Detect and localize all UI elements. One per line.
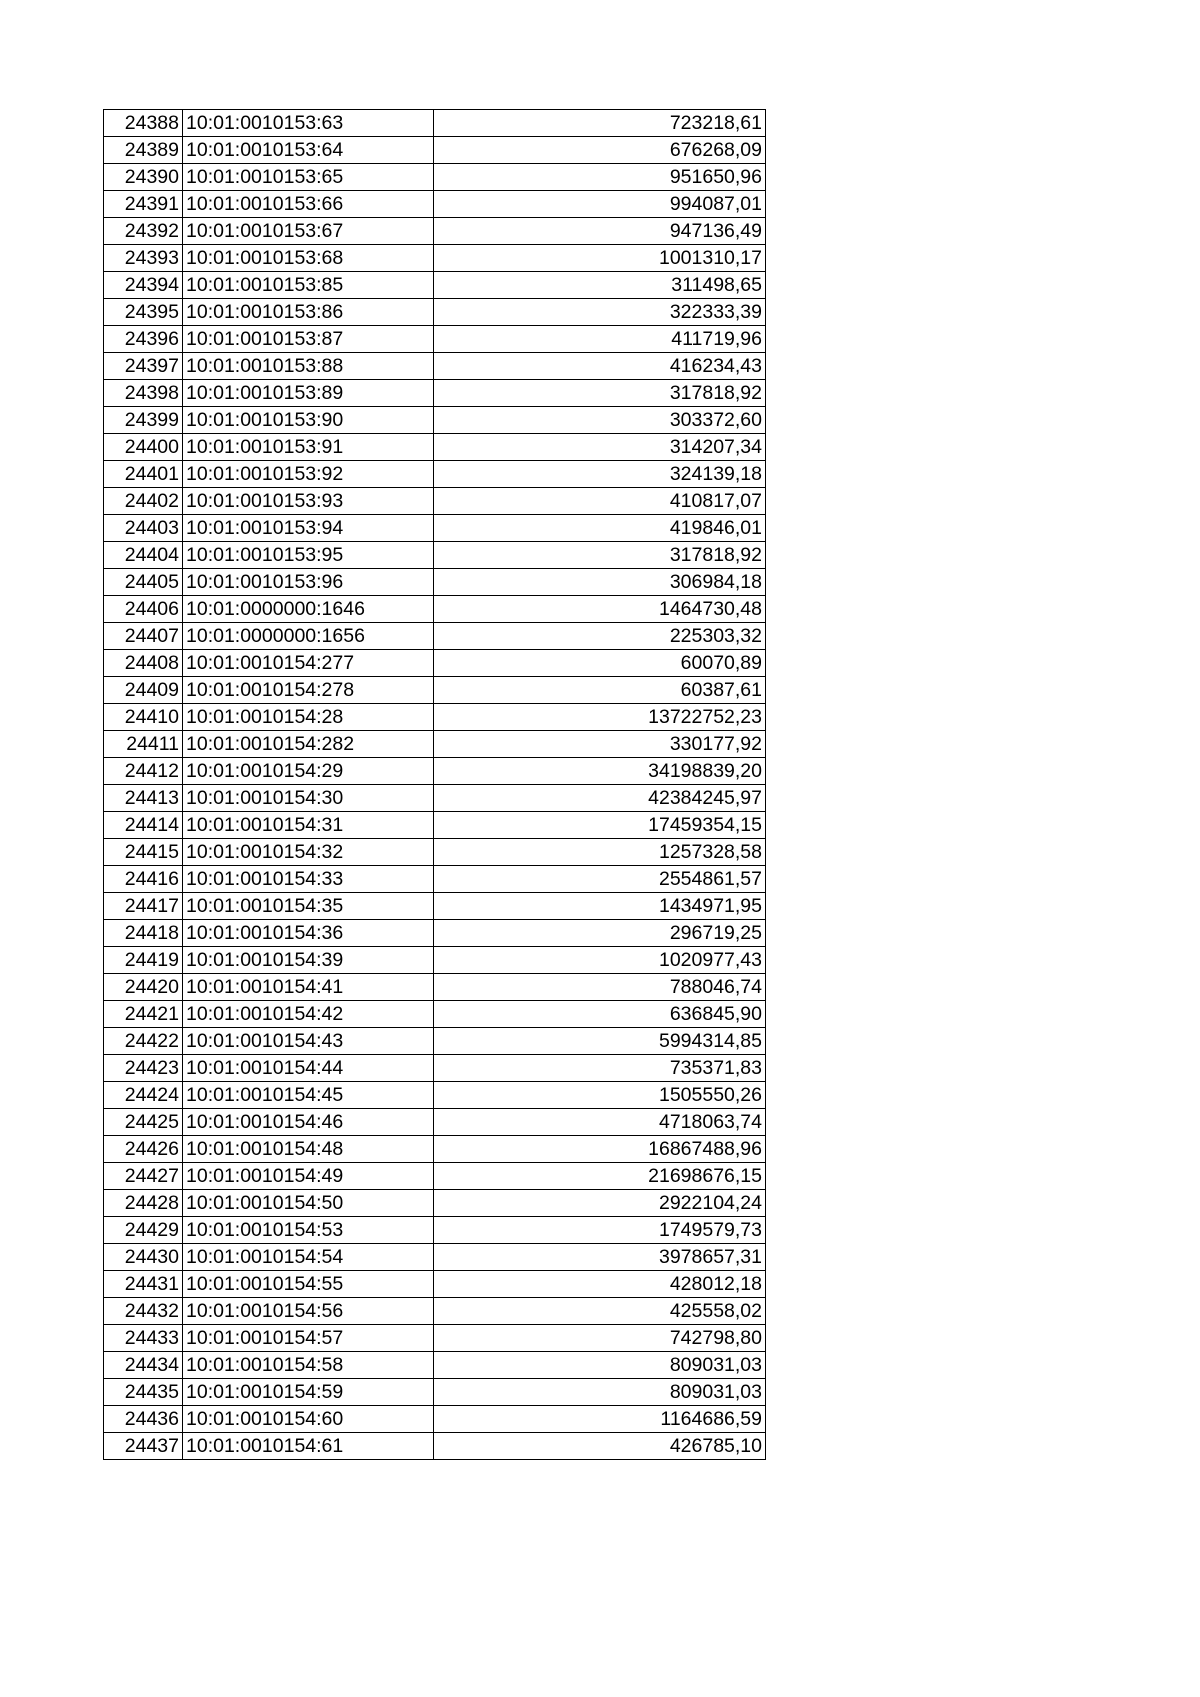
value-cell: 1001310,17 (434, 245, 766, 272)
table-row (104, 947, 766, 974)
value-cell: 1257328,58 (434, 839, 766, 866)
row-number-cell: 24405 (104, 569, 183, 596)
value-cell: 425558,02 (434, 1298, 766, 1325)
table-row (104, 1109, 766, 1136)
table-row (104, 1325, 766, 1352)
table-row (104, 245, 766, 272)
row-number-cell: 24431 (104, 1271, 183, 1298)
cadastral-number-cell: 10:01:0010153:95 (183, 542, 434, 569)
cadastral-number-cell: 10:01:0010153:86 (183, 299, 434, 326)
table-row (104, 218, 766, 245)
value-cell: 735371,83 (434, 1055, 766, 1082)
cadastral-number-cell: 10:01:0010154:56 (183, 1298, 434, 1325)
row-number-cell: 24437 (104, 1433, 183, 1460)
row-number-cell: 24399 (104, 407, 183, 434)
table-row (104, 758, 766, 785)
value-cell: 296719,25 (434, 920, 766, 947)
table-row (104, 1406, 766, 1433)
table-row (104, 110, 766, 137)
row-number-cell: 24406 (104, 596, 183, 623)
value-cell: 42384245,97 (434, 785, 766, 812)
table-row (104, 326, 766, 353)
document-page (103, 109, 766, 1460)
cadastral-number-cell: 10:01:0010154:50 (183, 1190, 434, 1217)
cadastral-number-cell: 10:01:0010154:32 (183, 839, 434, 866)
row-number-cell: 24397 (104, 353, 183, 380)
cadastral-number-cell: 10:01:0010154:278 (183, 677, 434, 704)
row-number-cell: 24390 (104, 164, 183, 191)
row-number-cell: 24401 (104, 461, 183, 488)
row-number-cell: 24432 (104, 1298, 183, 1325)
row-number-cell: 24411 (104, 731, 183, 758)
value-cell: 676268,09 (434, 137, 766, 164)
cadastral-number-cell: 10:01:0010154:57 (183, 1325, 434, 1352)
row-number-cell: 24416 (104, 866, 183, 893)
value-cell: 723218,61 (434, 110, 766, 137)
cadastral-number-cell: 10:01:0010153:94 (183, 515, 434, 542)
table-body (104, 110, 766, 1460)
cadastral-number-cell: 10:01:0010153:87 (183, 326, 434, 353)
value-cell: 951650,96 (434, 164, 766, 191)
cadastral-number-cell: 10:01:0010153:91 (183, 434, 434, 461)
value-cell: 317818,92 (434, 542, 766, 569)
table-row (104, 299, 766, 326)
table-row (104, 704, 766, 731)
table-row (104, 407, 766, 434)
value-cell: 314207,34 (434, 434, 766, 461)
cadastral-number-cell: 10:01:0010154:42 (183, 1001, 434, 1028)
cadastral-number-cell: 10:01:0010153:96 (183, 569, 434, 596)
row-number-cell: 24400 (104, 434, 183, 461)
value-cell: 5994314,85 (434, 1028, 766, 1055)
row-number-cell: 24392 (104, 218, 183, 245)
cadastral-number-cell: 10:01:0010153:67 (183, 218, 434, 245)
row-number-cell: 24420 (104, 974, 183, 1001)
table-row (104, 569, 766, 596)
value-cell: 411719,96 (434, 326, 766, 353)
row-number-cell: 24412 (104, 758, 183, 785)
value-cell: 13722752,23 (434, 704, 766, 731)
row-number-cell: 24404 (104, 542, 183, 569)
cadastral-number-cell: 10:01:0010154:61 (183, 1433, 434, 1460)
table-row (104, 920, 766, 947)
value-cell: 788046,74 (434, 974, 766, 1001)
table-row (104, 1271, 766, 1298)
cadastral-number-cell: 10:01:0010154:33 (183, 866, 434, 893)
value-cell: 1164686,59 (434, 1406, 766, 1433)
row-number-cell: 24434 (104, 1352, 183, 1379)
cadastral-number-cell: 10:01:0010153:66 (183, 191, 434, 218)
cadastral-number-cell: 10:01:0010154:45 (183, 1082, 434, 1109)
cadastral-number-cell: 10:01:0010153:90 (183, 407, 434, 434)
cadastral-number-cell: 10:01:0010153:93 (183, 488, 434, 515)
value-cell: 311498,65 (434, 272, 766, 299)
row-number-cell: 24389 (104, 137, 183, 164)
value-cell: 34198839,20 (434, 758, 766, 785)
table-row (104, 623, 766, 650)
table-row (104, 839, 766, 866)
cadastral-number-cell: 10:01:0010154:44 (183, 1055, 434, 1082)
row-number-cell: 24421 (104, 1001, 183, 1028)
value-cell: 994087,01 (434, 191, 766, 218)
row-number-cell: 24419 (104, 947, 183, 974)
cadastral-number-cell: 10:01:0010154:48 (183, 1136, 434, 1163)
cadastral-number-cell: 10:01:0010154:43 (183, 1028, 434, 1055)
table-row (104, 542, 766, 569)
value-cell: 1749579,73 (434, 1217, 766, 1244)
value-cell: 419846,01 (434, 515, 766, 542)
cadastral-number-cell: 10:01:0010154:35 (183, 893, 434, 920)
row-number-cell: 24430 (104, 1244, 183, 1271)
value-cell: 1020977,43 (434, 947, 766, 974)
value-cell: 3978657,31 (434, 1244, 766, 1271)
cadastral-number-cell: 10:01:0010153:88 (183, 353, 434, 380)
value-cell: 1505550,26 (434, 1082, 766, 1109)
table-row (104, 434, 766, 461)
row-number-cell: 24429 (104, 1217, 183, 1244)
row-number-cell: 24394 (104, 272, 183, 299)
table-row (104, 1352, 766, 1379)
cadastral-number-cell: 10:01:0010154:29 (183, 758, 434, 785)
cadastral-number-cell: 10:01:0010154:36 (183, 920, 434, 947)
row-number-cell: 24423 (104, 1055, 183, 1082)
cadastral-number-cell: 10:01:0010154:53 (183, 1217, 434, 1244)
value-cell: 303372,60 (434, 407, 766, 434)
cadastral-number-cell: 10:01:0010154:282 (183, 731, 434, 758)
row-number-cell: 24413 (104, 785, 183, 812)
value-cell: 60387,61 (434, 677, 766, 704)
table-row (104, 785, 766, 812)
cadastral-number-cell: 10:01:0010154:28 (183, 704, 434, 731)
table-row (104, 1298, 766, 1325)
cadastral-number-cell: 10:01:0010154:41 (183, 974, 434, 1001)
value-cell: 317818,92 (434, 380, 766, 407)
row-number-cell: 24410 (104, 704, 183, 731)
table-row (104, 1082, 766, 1109)
cadastral-number-cell: 10:01:0000000:1656 (183, 623, 434, 650)
value-cell: 306984,18 (434, 569, 766, 596)
value-cell: 60070,89 (434, 650, 766, 677)
cadastral-number-cell: 10:01:0010154:60 (183, 1406, 434, 1433)
value-cell: 322333,39 (434, 299, 766, 326)
table-row (104, 1190, 766, 1217)
value-cell: 809031,03 (434, 1352, 766, 1379)
cadastral-number-cell: 10:01:0010154:59 (183, 1379, 434, 1406)
value-cell: 225303,32 (434, 623, 766, 650)
row-number-cell: 24425 (104, 1109, 183, 1136)
table-row (104, 596, 766, 623)
table-row (104, 974, 766, 1001)
value-cell: 2922104,24 (434, 1190, 766, 1217)
row-number-cell: 24409 (104, 677, 183, 704)
value-cell: 16867488,96 (434, 1136, 766, 1163)
table-row (104, 1217, 766, 1244)
cadastral-value-table (103, 109, 766, 1460)
row-number-cell: 24435 (104, 1379, 183, 1406)
table-row (104, 1244, 766, 1271)
table-row (104, 1379, 766, 1406)
value-cell: 1434971,95 (434, 893, 766, 920)
value-cell: 21698676,15 (434, 1163, 766, 1190)
table-row (104, 677, 766, 704)
row-number-cell: 24388 (104, 110, 183, 137)
row-number-cell: 24417 (104, 893, 183, 920)
row-number-cell: 24422 (104, 1028, 183, 1055)
table-row (104, 191, 766, 218)
cadastral-number-cell: 10:01:0010153:89 (183, 380, 434, 407)
row-number-cell: 24393 (104, 245, 183, 272)
table-row (104, 1433, 766, 1460)
value-cell: 410817,07 (434, 488, 766, 515)
value-cell: 428012,18 (434, 1271, 766, 1298)
value-cell: 1464730,48 (434, 596, 766, 623)
cadastral-number-cell: 10:01:0010154:58 (183, 1352, 434, 1379)
row-number-cell: 24402 (104, 488, 183, 515)
table-row (104, 1028, 766, 1055)
cadastral-number-cell: 10:01:0010154:277 (183, 650, 434, 677)
row-number-cell: 24424 (104, 1082, 183, 1109)
cadastral-number-cell: 10:01:0010154:54 (183, 1244, 434, 1271)
table-row (104, 137, 766, 164)
table-row (104, 488, 766, 515)
cadastral-number-cell: 10:01:0010154:49 (183, 1163, 434, 1190)
table-row (104, 731, 766, 758)
row-number-cell: 24395 (104, 299, 183, 326)
row-number-cell: 24426 (104, 1136, 183, 1163)
row-number-cell: 24396 (104, 326, 183, 353)
row-number-cell: 24428 (104, 1190, 183, 1217)
table-row (104, 515, 766, 542)
table-row (104, 1001, 766, 1028)
table-row (104, 1055, 766, 1082)
row-number-cell: 24436 (104, 1406, 183, 1433)
table-row (104, 893, 766, 920)
cadastral-number-cell: 10:01:0010154:55 (183, 1271, 434, 1298)
table-row (104, 1163, 766, 1190)
row-number-cell: 24391 (104, 191, 183, 218)
row-number-cell: 24407 (104, 623, 183, 650)
value-cell: 636845,90 (434, 1001, 766, 1028)
row-number-cell: 24415 (104, 839, 183, 866)
row-number-cell: 24398 (104, 380, 183, 407)
row-number-cell: 24433 (104, 1325, 183, 1352)
value-cell: 416234,43 (434, 353, 766, 380)
value-cell: 17459354,15 (434, 812, 766, 839)
cadastral-number-cell: 10:01:0010154:30 (183, 785, 434, 812)
cadastral-number-cell: 10:01:0010153:63 (183, 110, 434, 137)
table-row (104, 272, 766, 299)
cadastral-number-cell: 10:01:0010154:39 (183, 947, 434, 974)
row-number-cell: 24414 (104, 812, 183, 839)
cadastral-number-cell: 10:01:0010154:31 (183, 812, 434, 839)
cadastral-number-cell: 10:01:0010153:68 (183, 245, 434, 272)
table-row (104, 650, 766, 677)
row-number-cell: 24418 (104, 920, 183, 947)
table-row (104, 812, 766, 839)
cadastral-number-cell: 10:01:0000000:1646 (183, 596, 434, 623)
value-cell: 4718063,74 (434, 1109, 766, 1136)
table-row (104, 461, 766, 488)
table-row (104, 1136, 766, 1163)
row-number-cell: 24427 (104, 1163, 183, 1190)
value-cell: 330177,92 (434, 731, 766, 758)
row-number-cell: 24408 (104, 650, 183, 677)
value-cell: 2554861,57 (434, 866, 766, 893)
table-row (104, 353, 766, 380)
value-cell: 324139,18 (434, 461, 766, 488)
row-number-cell: 24403 (104, 515, 183, 542)
cadastral-number-cell: 10:01:0010153:64 (183, 137, 434, 164)
table-row (104, 164, 766, 191)
cadastral-number-cell: 10:01:0010153:85 (183, 272, 434, 299)
value-cell: 426785,10 (434, 1433, 766, 1460)
cadastral-number-cell: 10:01:0010153:92 (183, 461, 434, 488)
value-cell: 809031,03 (434, 1379, 766, 1406)
table-row (104, 866, 766, 893)
table-row (104, 380, 766, 407)
value-cell: 742798,80 (434, 1325, 766, 1352)
cadastral-number-cell: 10:01:0010154:46 (183, 1109, 434, 1136)
cadastral-number-cell: 10:01:0010153:65 (183, 164, 434, 191)
value-cell: 947136,49 (434, 218, 766, 245)
